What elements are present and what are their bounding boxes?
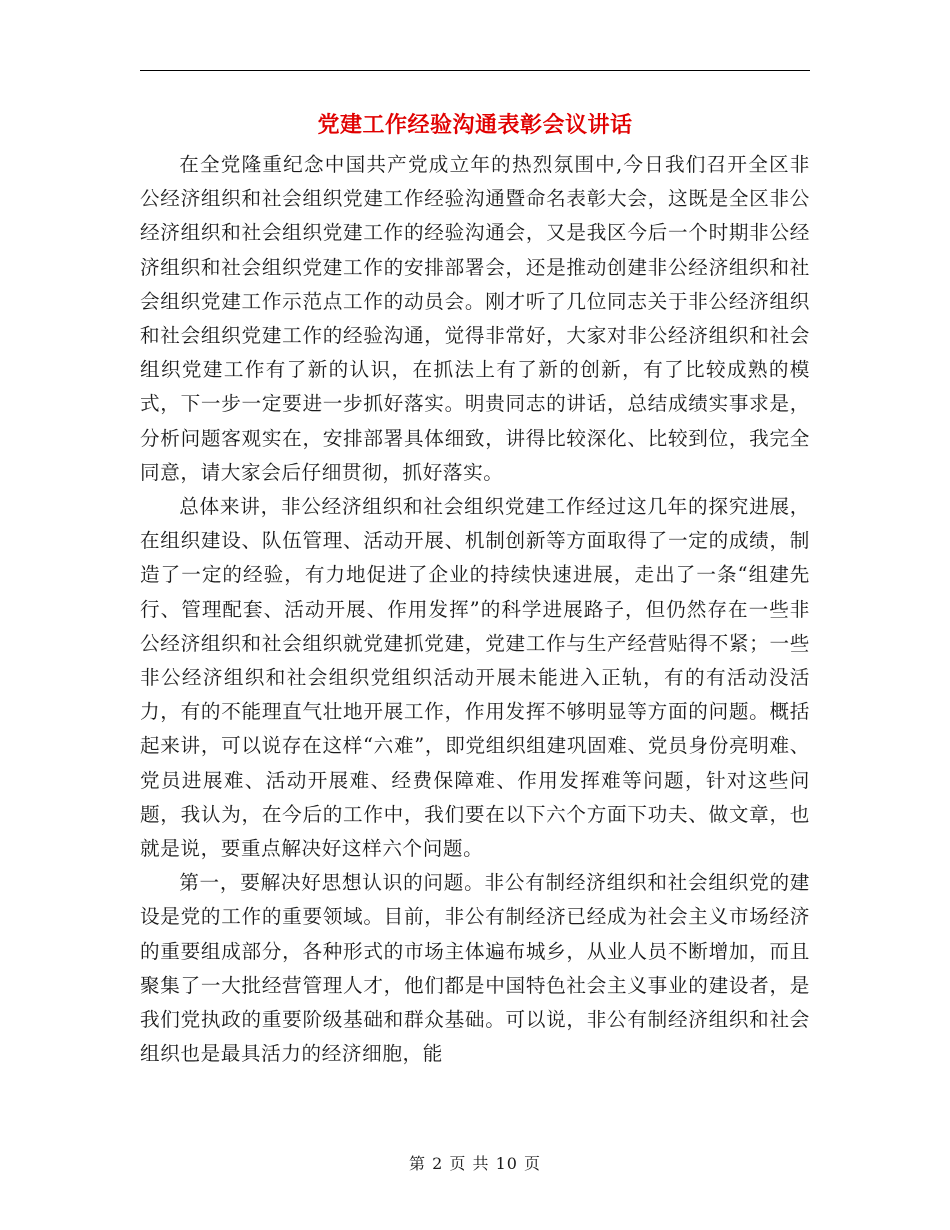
paragraph-1: 在全党隆重纪念中国共产党成立年的热烈氛围中,今日我们召开全区非公经济组织和社会组织党建工作经验沟通暨命名表彰大会，这既是全区非公经济组织和社会组织党建工作的经验沟通会，又是我区今后一个时期非公经济组织和社会组织党建工作的安排部署会，还是推动创建非公经济组织和社会组织党建工作示范点工作的动员会。刚才听了几位同志关于非公经济组织和社会组织党建工作的经验沟通，觉得非常好，大家对非公经济组织和社会组织党建工作有了新的认识，在抓法上有了新的创新，有了比较成熟的模式，下一步一定要进一步抓好落实。明贵同志的讲话，总结成绩实事求是，分析问题客观实在，安排部署具体细致，讲得比较深化、比较到位，我完全同意，请大家会后仔细贯彻，抓好落实。 — [140, 153, 810, 484]
footer-total-prefix: 共 — [472, 1154, 490, 1173]
footer-suffix: 页 — [524, 1154, 542, 1173]
document-title: 党建工作经验沟通表彰会议讲话 — [317, 112, 633, 138]
paragraph-2: 总体来讲，非公经济组织和社会组织党建工作经过这几年的探究进展，在组织建设、队伍管理、活动开展、机制创新等方面取得了一定的成绩，制造了一定的经验，有力地促进了企业的持续快速进展，走出了一条“组建先行、管理配套、活动开展、作用发挥”的科学进展路子，但仍然存在一些非公经济组织和社会组织就党建抓党建，党建工作与生产经营贴得不紧；一些非公经济组织和社会组织党组织活动开展未能进入正轨，有的有活动没活力，有的不能理直气壮地开展工作，作用发挥不够明显等方面的问题。概括起来讲，可以说存在这样“六难”，即党组织组建巩固难、党员身份亮明难、党员进展难、活动开展难、经费保障难、作用发挥难等问题，针对这些问题，我认为，在今后的工作中，我们要在以下六个方面下功夫、做文章，也就是说，要重点解决好这样六个问题。 — [140, 495, 810, 861]
page-footer — [0, 1153, 950, 1175]
footer-current-page: 2 — [432, 1154, 444, 1173]
footer-page-label: 页 — [449, 1154, 467, 1173]
paragraph-3: 第一，要解决好思想认识的问题。非公有制经济组织和社会组织党的建设是党的工作的重要领域。目前，非公有制经济已经成为社会主义市场经济的重要组成部分，各种形式的市场主体遍布城乡，从业人员不断增加，而且聚集了一大批经营管理人才，他们都是中国特色社会主义事业的建设者，是我们党执政的重要阶级基础和群众基础。可以说，非公有制经济组织和社会组织也是最具活力的经济细胞，能 — [140, 871, 810, 1066]
header-rule — [140, 70, 810, 71]
footer-total-pages: 10 — [495, 1154, 518, 1173]
document-body — [140, 148, 810, 1071]
footer-prefix: 第 — [408, 1154, 426, 1173]
